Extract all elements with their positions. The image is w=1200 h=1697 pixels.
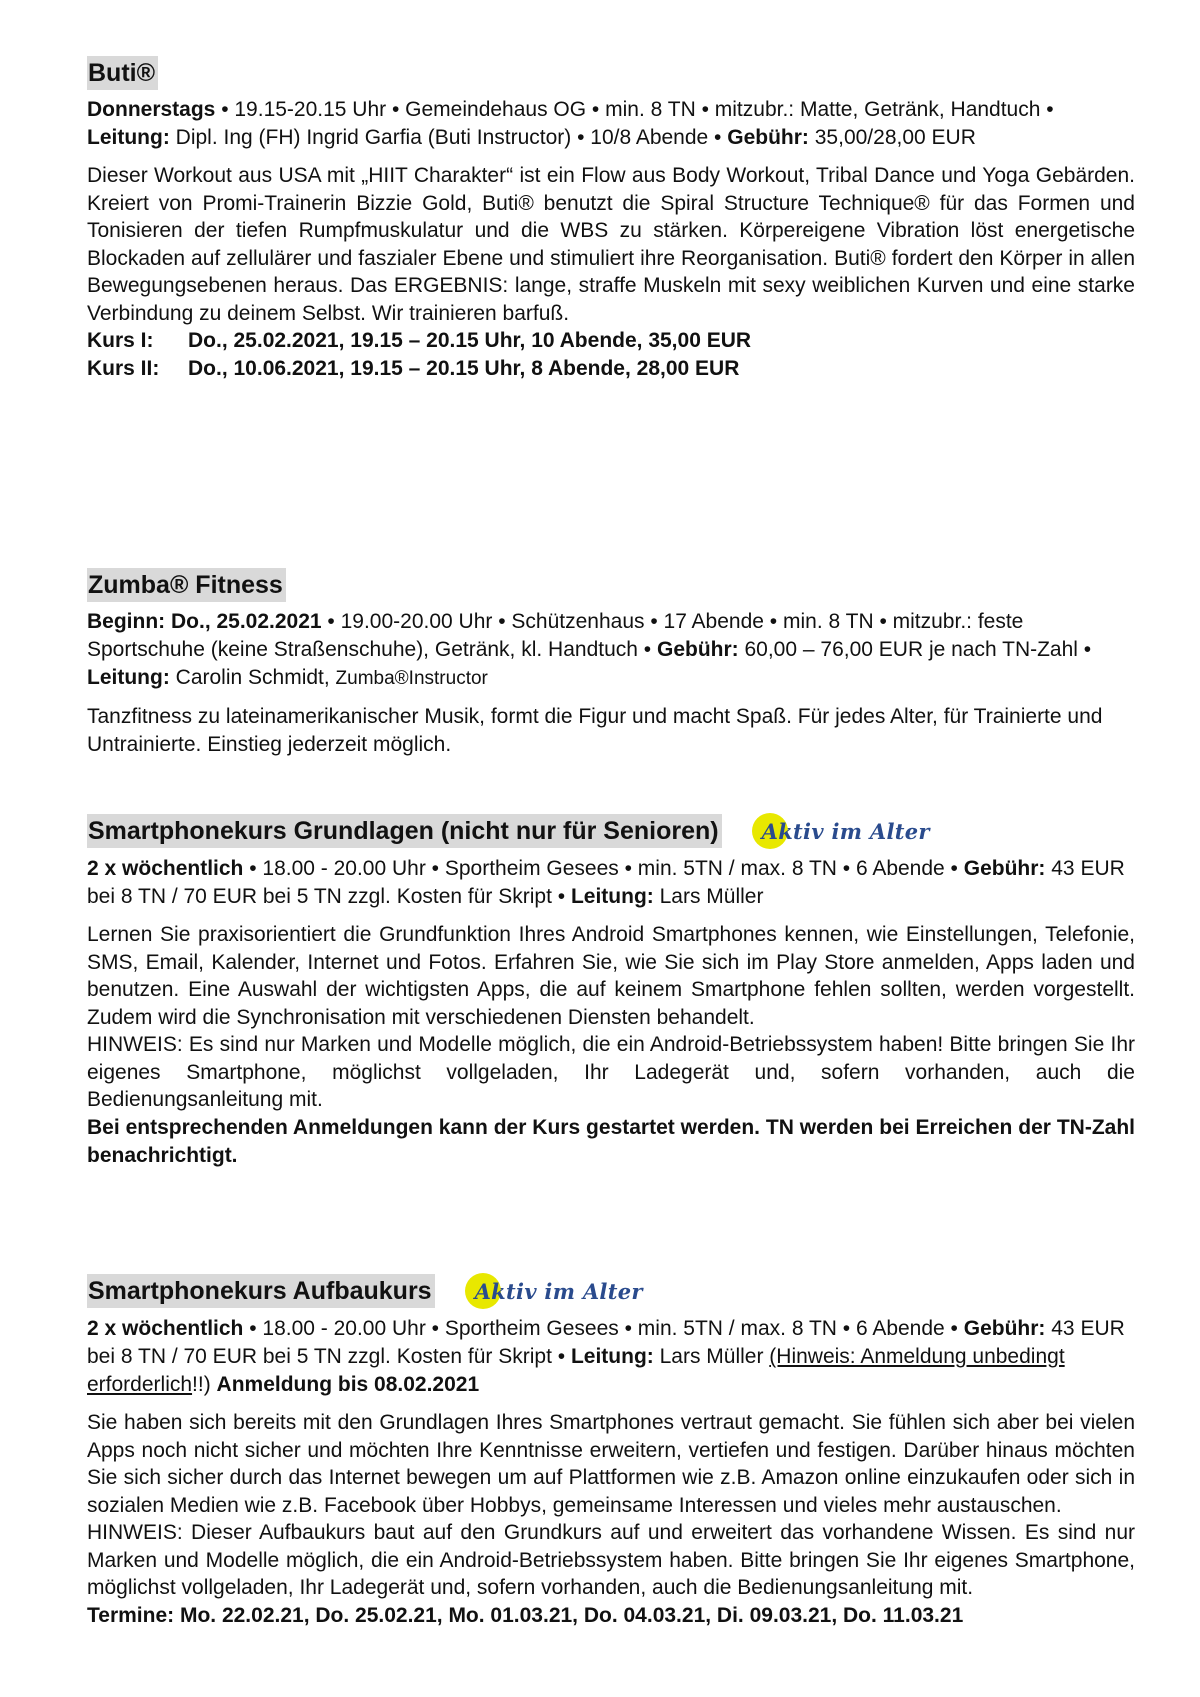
leitung-label: Leitung:	[87, 666, 170, 689]
frequency-label: 2 x wöchentlich	[87, 1317, 244, 1340]
course-date-label: Kurs II:	[87, 357, 160, 380]
beginn-label: Beginn: Do., 25.02.2021	[87, 610, 322, 633]
course-info	[87, 96, 1135, 152]
course-zumba	[87, 568, 1135, 758]
leitung-label: Leitung:	[570, 885, 654, 908]
description-text: Dieser Workout aus USA mit „HIIT Charakter“ ist ein Flow aus Body Workout, Tribal Dance und Yoga Gebärden. Kreiert von Promi-Trainerin Bizzie Gold, Buti® benutzt die Spiral Structure Technique® für das Formen und Tonisieren der tiefen Rumpfmuskulatur und die WBS zu stärken. Körpereigene Vibration löst energetische Blockaden auf zellulärer und faszialer Ebene und stimuliert ihre Reorganisation. Buti® fordert den Körper in allen Bewegungsebenen heraus. Das ERGEBNIS: lange, straffe Muskeln mit sexy weiblichen Kurven und eine starke Verbindung zu deinem Selbst. Wir trainieren barfuß.	[87, 164, 1135, 325]
course-description	[87, 921, 1135, 1170]
registration-deadline: Anmeldung bis 08.02.2021	[216, 1373, 480, 1396]
logo-text: Aktiv im Alter	[761, 818, 930, 844]
info-text: !!)	[192, 1373, 217, 1396]
course-info	[87, 608, 1135, 693]
info-text: 60,00 – 76,00 EUR je nach TN-Zahl •	[738, 638, 1092, 661]
course-buti	[87, 56, 1135, 383]
info-text: 43 EUR bei 8 TN / 70 EUR bei 5 TN zzgl. Kosten für Skript •	[87, 857, 1125, 908]
hint-text: HINWEIS: Es sind nur Marken und Modelle möglich, die ein Android-Betriebssystem haben! Bitte bringen Sie Ihr eigenes Smartphone, möglichst vollgeladen, Ihr Ladegerät und, sofern vorhanden, auch die Bedienungsanleitung mit.	[87, 1033, 1135, 1111]
aktiv-im-alter-logo	[752, 813, 930, 849]
course-date-row	[87, 355, 1135, 383]
description-text: Lernen Sie praxisorientiert die Grundfunktion Ihres Android Smartphones kennen, wie Einstellungen, Telefonie, SMS, Email, Kalender, Internet und Fotos. Erfahren Sie, wie Sie sich im Play Store anmelden, Apps laden und benutzen. Eine Auswahl der wichtigsten Apps, die auf keinem Smartphone fehlen sollten, werden vorgestellt. Zudem wird die Synchronisation mit verschiedenen Diensten behandelt.	[87, 923, 1135, 1029]
instructor-note: Zumba®Instructor	[335, 668, 488, 689]
registration-note: Bei entsprechenden Anmeldungen kann der Kurs gestartet werden. TN werden bei Erreichen der TN-Zahl benachrichtigt.	[87, 1115, 1135, 1167]
hint-text: HINWEIS: Dieser Aufbaukurs baut auf den Grundkurs auf und erweitert das vorhandene Wissen. Es sind nur Marken und Modelle möglich, die ein Android-Betriebssystem haben. Bitte bringen Sie Ihr eigenes Smartphone, möglichst vollgeladen, Ihr Ladegerät und, sofern vorhanden, auch die Bedienungsanleitung mit.	[87, 1521, 1135, 1599]
info-text: • 19.00-20.00 Uhr • Schützenhaus • 17 Abende • min. 8 TN • mitzubr.: feste Sportschuhe (keine Straßenschuhe), Getränk, kl. Handtuch •	[87, 610, 1024, 661]
course-title: Zumba® Fitness	[87, 568, 286, 602]
info-text: Carolin Schmidt,	[169, 666, 336, 689]
info-text: • 19.15-20.15 Uhr • Gemeindehaus OG • min. 8 TN • mitzubr.: Matte, Getränk, Handtuch •	[215, 98, 1054, 121]
info-text: Lars Müller	[653, 885, 764, 908]
leitung-label: Leitung:	[87, 126, 170, 149]
course-date-text: Do., 25.02.2021, 19.15 – 20.15 Uhr, 10 Abende, 35,00 EUR	[188, 329, 752, 352]
course-title: Smartphonekurs Aufbaukurs	[87, 1274, 435, 1308]
frequency-label: 2 x wöchentlich	[87, 857, 244, 880]
course-smartphone-basic	[87, 813, 1135, 1170]
course-description	[87, 703, 1135, 758]
course-smartphone-advanced	[87, 1273, 1135, 1630]
info-text: 43 EUR bei 8 TN / 70 EUR bei 5 TN zzgl. Kosten für Skript •	[87, 1317, 1125, 1368]
course-date-text: Do., 10.06.2021, 19.15 – 20.15 Uhr, 8 Abende, 28,00 EUR	[188, 357, 740, 380]
info-text: • 18.00 - 20.00 Uhr • Sportheim Gesees • min. 5TN / max. 8 TN • 6 Abende •	[243, 1317, 964, 1340]
course-date-row	[87, 327, 1135, 355]
logo-text: Aktiv im Alter	[474, 1278, 643, 1304]
course-title: Buti®	[87, 56, 158, 90]
leitung-label: Leitung:	[570, 1345, 654, 1368]
info-text: Dipl. Ing (FH) Ingrid Garfia (Buti Instructor) • 10/8 Abende •	[169, 126, 728, 149]
info-text: 35,00/28,00 EUR	[808, 126, 976, 149]
course-dates: Termine: Mo. 22.02.21, Do. 25.02.21, Mo. 01.03.21, Do. 04.03.21, Di. 09.03.21, Do. 11.03.21	[87, 1603, 964, 1627]
course-title: Smartphonekurs Grundlagen (nicht nur für Senioren)	[87, 814, 722, 848]
course-info	[87, 855, 1135, 911]
gebuehr-label: Gebühr:	[963, 1317, 1046, 1340]
course-description	[87, 1409, 1135, 1630]
course-description	[87, 162, 1135, 327]
course-date-label: Kurs I:	[87, 329, 154, 352]
gebuehr-label: Gebühr:	[727, 126, 809, 149]
day-label: Donnerstags	[87, 98, 216, 121]
description-text: Sie haben sich bereits mit den Grundlagen Ihres Smartphones vertraut gemacht. Sie fühlen sich aber bei vielen Apps noch nicht sicher und möchten Ihre Kenntnisse erweitern, vertiefen und festigen. Darüber hinaus möchten Sie sich sicher durch das Internet bewegen um auf Plattformen wie z.B. Amazon online einzukaufen oder sich in sozialen Medien wie z.B. Facebook über Hobbys, gemeinsame Interessen und vieles mehr austauschen.	[87, 1411, 1135, 1517]
gebuehr-label: Gebühr:	[963, 857, 1046, 880]
course-info	[87, 1315, 1135, 1399]
registration-required-note: (Hinweis: Anmeldung unbedingt erforderlich	[87, 1345, 1065, 1396]
aktiv-im-alter-logo	[465, 1273, 643, 1309]
info-text: • 18.00 - 20.00 Uhr • Sportheim Gesees • min. 5TN / max. 8 TN • 6 Abende •	[243, 857, 964, 880]
info-text: Lars Müller	[653, 1345, 770, 1368]
description-text: Tanzfitness zu lateinamerikanischer Musik, formt die Figur und macht Spaß. Für jedes Alter, für Trainierte und Untrainierte. Einstieg jederzeit möglich.	[87, 705, 1103, 756]
gebuehr-label: Gebühr:	[656, 638, 739, 661]
